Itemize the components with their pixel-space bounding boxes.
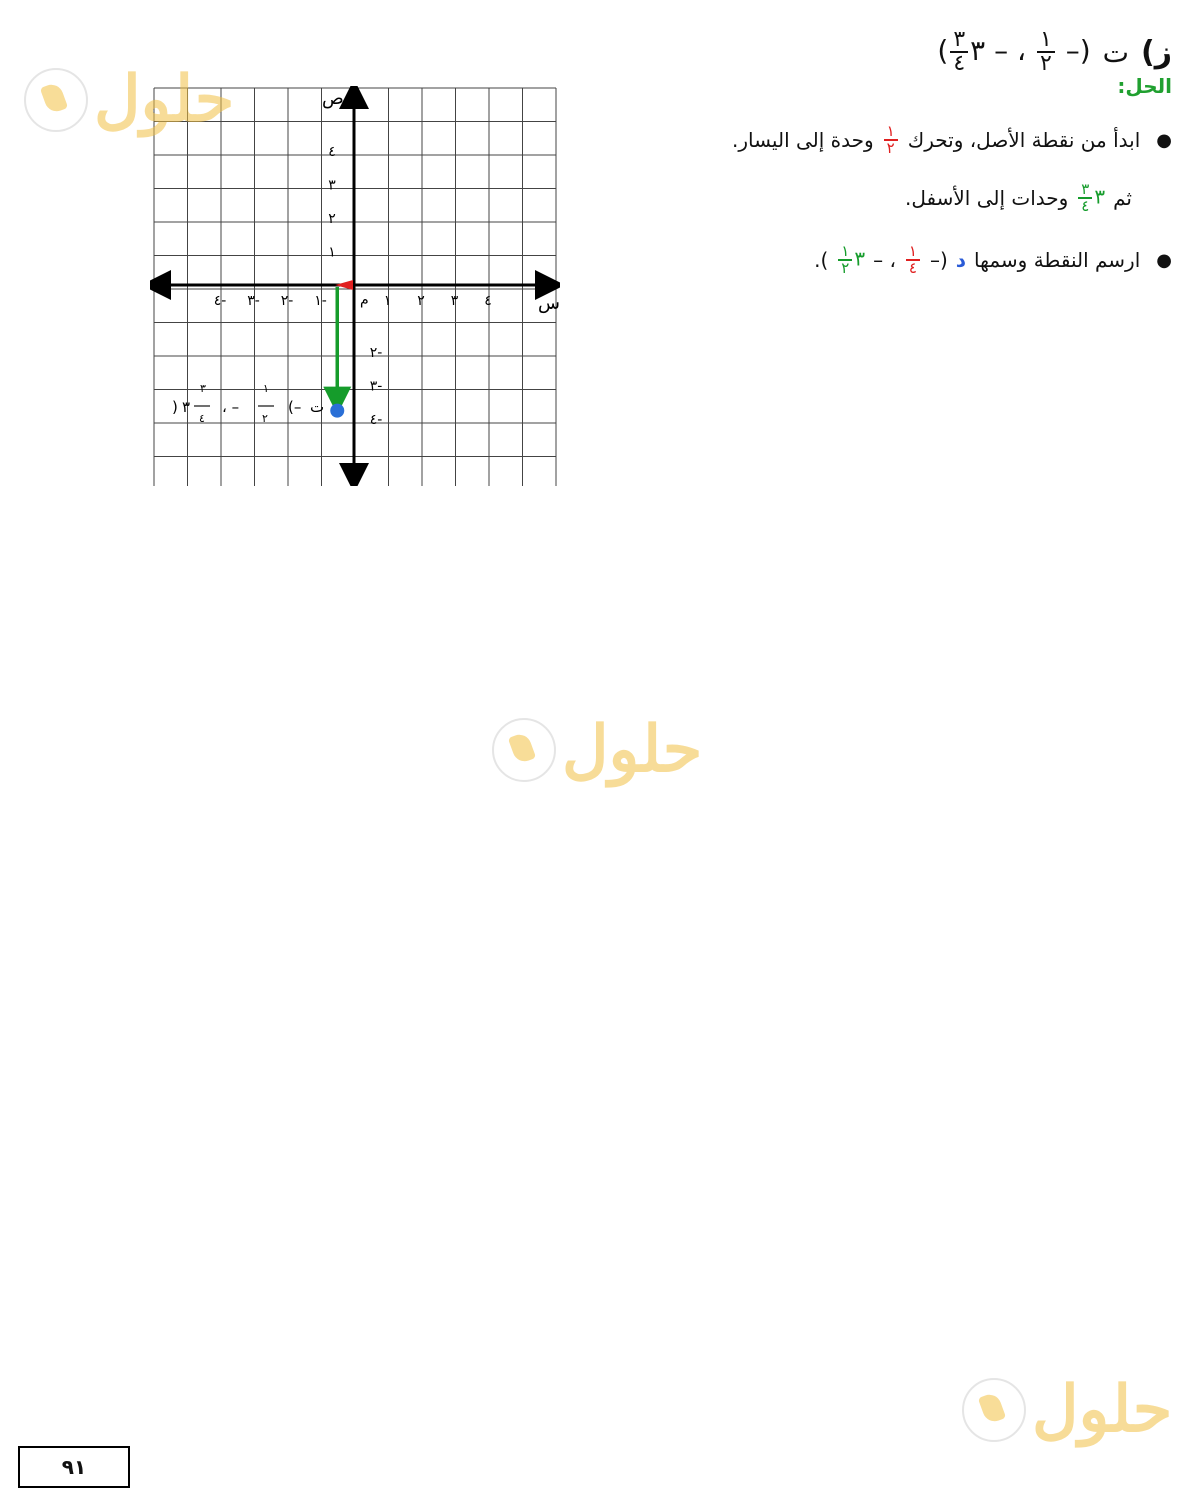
- problem-coords: (– $\frac{١}{٢}$ ، – ٣ $\frac{٣}{٤}$ ): [937, 27, 1091, 76]
- x-tick-label: ١: [383, 293, 392, 309]
- svg-text:٣: ٣: [182, 398, 191, 416]
- watermark-logo: حلول: [24, 62, 234, 137]
- y-tick-label: ٢-: [369, 345, 383, 361]
- watermark-logo: حلول: [962, 1372, 1172, 1447]
- y-tick-label: ٤-: [369, 412, 383, 428]
- problem-statement: [732, 22, 1172, 82]
- svg-text:٤: ٤: [199, 412, 205, 425]
- svg-text:): ): [172, 398, 178, 416]
- x-tick-label: ٢-: [280, 293, 294, 309]
- watermark-icon: [962, 1378, 1026, 1442]
- step-2: ثم ٣ $\frac{٣}{٤}$ وحدات إلى الأسفل.: [905, 180, 1132, 215]
- origin-label: م: [360, 292, 369, 308]
- x-tick-label: ٢: [417, 293, 425, 309]
- bullet-icon: ●: [1156, 249, 1172, 271]
- plotted-point: [330, 404, 344, 418]
- step3-point-name: د: [955, 248, 967, 272]
- step-1: ● ابدأ من نقطة الأصل، وتحرك $\frac{١}{٢}$ وحدة إلى اليسار.: [731, 122, 1172, 157]
- svg-text:٣: ٣: [200, 382, 206, 395]
- coordinate-plane: [150, 86, 560, 486]
- y-tick-label: ١: [328, 244, 336, 261]
- watermark-logo: حلول: [492, 712, 702, 787]
- problem-label: ز): [1141, 34, 1172, 70]
- svg-text:، –: ، –: [222, 398, 240, 416]
- step3-y-mixed-number: ٣ $\frac{١}{٢}$: [836, 244, 865, 276]
- svg-text:(–: (–: [288, 398, 302, 416]
- step-3: ● ارسم النقطة وسمها د (– $\frac{١}{٤}$ ، – ٣ $\frac{١}{٢}$ ).: [814, 242, 1172, 277]
- solution-label: الحل:: [1117, 74, 1172, 98]
- step2-mixed-number: ٣ $\frac{٣}{٤}$: [1076, 182, 1105, 214]
- bullet-icon: ●: [1156, 129, 1172, 151]
- svg-text:١: ١: [263, 382, 269, 395]
- watermark-icon: [492, 718, 556, 782]
- x-tick-label: ١-: [314, 293, 327, 309]
- problem-y-fraction: $\frac{٣}{٤}$: [950, 29, 968, 75]
- svg-text:٢: ٢: [262, 412, 268, 425]
- point-label: [172, 382, 324, 425]
- y-tick-label: ٤: [328, 144, 336, 160]
- x-tick-label: ٤: [484, 293, 492, 309]
- y-tick-label: ٢: [328, 211, 336, 227]
- y-tick-label: ٣: [328, 177, 336, 194]
- problem-point-name: ت: [1102, 35, 1130, 69]
- x-tick-label: ٣: [450, 293, 459, 309]
- watermark-icon: [24, 68, 88, 132]
- svg-text:ت: ت: [310, 398, 325, 416]
- x-tick-label: ٤-: [213, 293, 227, 309]
- x-axis-label: س: [538, 293, 560, 314]
- page-number: ٩١: [18, 1446, 130, 1488]
- problem-x-fraction: $\frac{١}{٢}$: [1037, 29, 1055, 75]
- step1-fraction: $\frac{١}{٢}$: [884, 124, 898, 156]
- step3-x-fraction: $\frac{١}{٤}$: [906, 244, 920, 276]
- y-tick-label: ٣-: [369, 378, 383, 395]
- x-tick-label: ٣-: [247, 293, 260, 309]
- y-axis-label: ص: [322, 88, 344, 109]
